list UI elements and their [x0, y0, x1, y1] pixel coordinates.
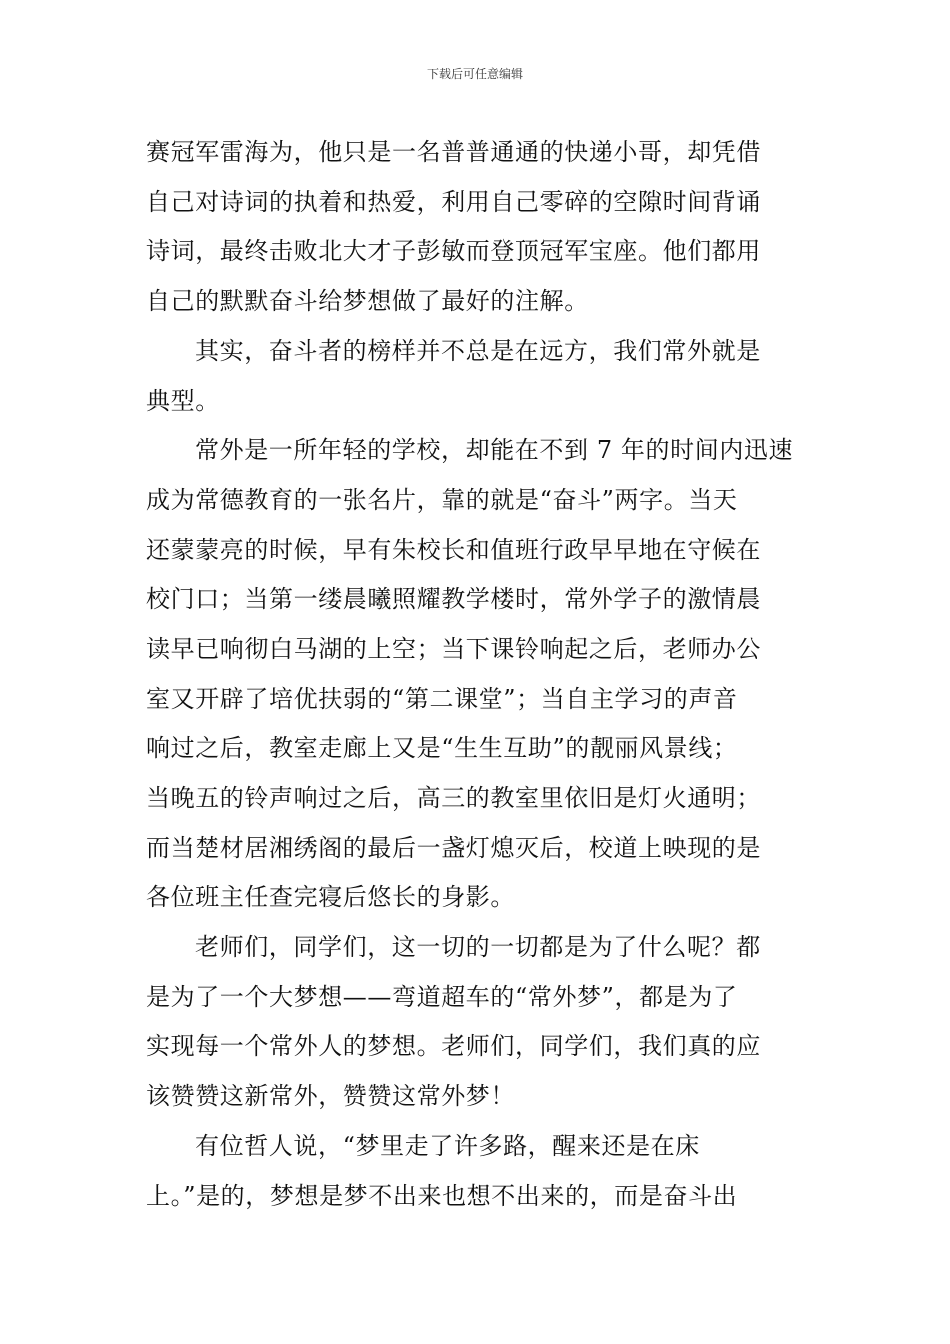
paragraph-first-line: 其实，奋斗者的榜样并不总是在远方，我们常外就是 — [195, 337, 761, 365]
text-line: 校门口；当第一缕晨曦照耀教学楼时，常外学子的激情晨 — [146, 585, 761, 613]
text-line: 诗词，最终击败北大才子彭敏而登顶冠军宝座。他们都用 — [146, 237, 761, 265]
page-header: 下载后可任意编辑 — [426, 67, 523, 81]
text-line: 响过之后，教室走廊上又是“生生互助”的靓丽风景线； — [146, 734, 738, 762]
text-line: 室又开辟了培优扶弱的“第二课堂”；当自主学习的声音 — [146, 685, 738, 713]
text-line: 各位班主任查完寝后悠长的身影。 — [146, 883, 515, 911]
paragraph-first-line: 有位哲人说，“梦里走了许多路，醒来还是在床 — [195, 1132, 700, 1160]
text-line: 而当楚材居湘绣阁的最后一盏灯熄灭后，校道上映现的是 — [146, 834, 761, 862]
text-line: 还蒙蒙亮的时候，早有朱校长和值班行政早早地在守候在 — [146, 536, 761, 564]
paragraph-first-line: 常外是一所年轻的学校，却能在不到 7 年的时间内迅速 — [195, 436, 794, 464]
text-line: 上。”是的，梦想是梦不出来也想不出来的，而是奋斗出 — [146, 1182, 738, 1210]
text-line: 读早已响彻白马湖的上空；当下课铃响起之后，老师办公 — [146, 635, 761, 663]
text-line: 实现每一个常外人的梦想。老师们，同学们，我们真的应 — [146, 1032, 761, 1060]
text-line: 自己的默默奋斗给梦想做了最好的注解。 — [146, 287, 589, 315]
text-line: 当晚五的铃声响过之后，高三的教室里依旧是灯火通明； — [146, 784, 761, 812]
paragraph-first-line: 老师们，同学们，这一切的一切都是为了什么呢？都 — [195, 933, 761, 961]
text-line: 成为常德教育的一张名片，靠的就是“奋斗”两字。当天 — [146, 486, 738, 514]
text-line: 该赞赞这新常外，赞赞这常外梦！ — [146, 1082, 515, 1110]
text-line: 典型。 — [146, 387, 220, 415]
text-line: 自己对诗词的执着和热爱，利用自己零碎的空隙时间背诵 — [146, 188, 761, 216]
text-line: 是为了一个大梦想——弯道超车的“常外梦”，都是为了 — [146, 983, 738, 1011]
text-line: 赛冠军雷海为，他只是一名普普通通的快递小哥，却凭借 — [146, 138, 761, 166]
